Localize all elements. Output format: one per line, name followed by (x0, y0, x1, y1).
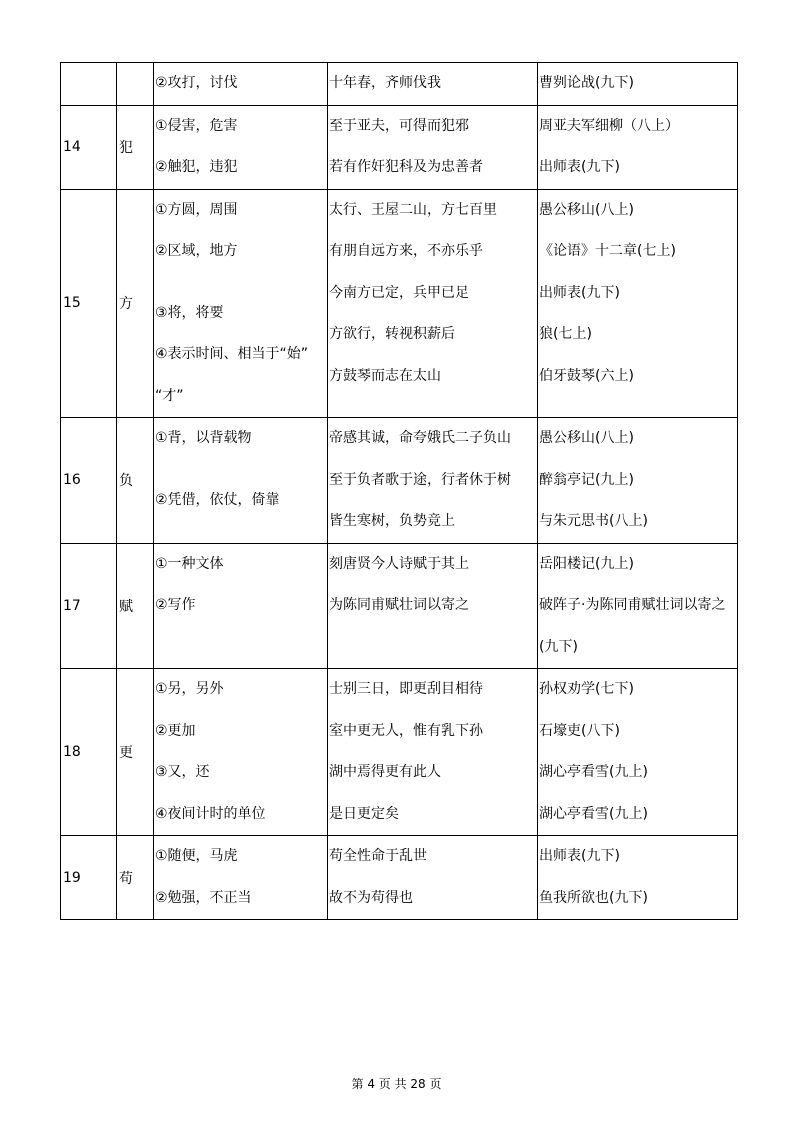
entry-character: 方 (117, 189, 154, 418)
source: 鱼我所欲也(九下) (539, 889, 648, 906)
source: 周亚夫军细柳（八上） (539, 117, 679, 134)
meaning: ①一种文体 (155, 555, 224, 572)
example: 室中更无人，惟有乳下孙 (329, 722, 483, 739)
example: 今南方已定，兵甲已足 (329, 284, 469, 301)
meaning: “才” (155, 387, 184, 404)
meaning: ②更加 (155, 722, 196, 739)
meaning: ②区域，地方 (155, 243, 238, 259)
examples-cell (328, 669, 538, 836)
example: 至于负者歌于途，行者休于树 (329, 471, 511, 488)
source: 石壕吏(八下) (539, 722, 620, 739)
entry-character (117, 63, 154, 106)
meaning: ①方圆，周围 (155, 201, 238, 218)
example: 至于亚夫，可得而犯邪 (329, 117, 469, 134)
example: 皆生寒树，负势竞上 (329, 513, 455, 529)
meanings-cell (154, 669, 328, 836)
table-row (61, 543, 738, 669)
entry-number: 18 (61, 669, 117, 836)
source: 《论语》十二章(七上) (539, 243, 676, 259)
meaning: ①随便，马虎 (155, 848, 238, 864)
table-row (61, 63, 738, 106)
examples-cell (328, 418, 538, 544)
table-row (61, 189, 738, 418)
page-footer: 第 4 页 共 28 页 (351, 1077, 442, 1091)
example: 刻唐贤今人诗赋于其上 (329, 555, 469, 572)
table-row (61, 418, 738, 544)
meanings-cell (154, 418, 328, 544)
example: 士别三日，即更刮目相待 (329, 681, 483, 697)
source: 醉翁亭记(九上) (539, 471, 634, 488)
source: 狼(七上) (539, 326, 592, 342)
table-row (61, 836, 738, 920)
meaning: ①侵害，危害 (155, 117, 238, 134)
example: 方欲行，转视积薪后 (329, 326, 455, 342)
source: 出师表(九下) (539, 159, 620, 175)
source: 出师表(九下) (539, 848, 620, 864)
entry-number: 15 (61, 189, 117, 418)
meanings-cell (154, 543, 328, 669)
examples-cell (328, 189, 538, 418)
example: 湖中焉得更有此人 (329, 764, 441, 780)
meanings-cell (154, 105, 328, 189)
sources-cell (538, 836, 738, 920)
entry-number (61, 63, 117, 106)
source: 曹刿论战(九下) (539, 75, 634, 91)
meaning: ②写作 (155, 597, 196, 613)
entry-character: 赋 (117, 543, 154, 669)
source: (九下) (539, 638, 578, 655)
sources-cell (538, 63, 738, 106)
meaning: ②攻打，讨伐 (155, 75, 238, 91)
meanings-cell (154, 63, 328, 106)
entry-number: 16 (61, 418, 117, 544)
example: 十年春，齐师伐我 (329, 75, 441, 91)
source: 愚公移山(八上) (539, 430, 634, 446)
example: 有朋自远方来，不亦乐乎 (329, 243, 483, 259)
meaning: ④夜间计时的单位 (155, 805, 266, 822)
example: 方鼓琴而志在太山 (329, 367, 441, 384)
meaning: ②勉强，不正当 (155, 889, 252, 906)
example: 苟全性命于乱世 (329, 848, 427, 864)
meaning: ②凭借，依仗，倚靠 (155, 491, 280, 508)
spacer (154, 273, 327, 293)
entry-character: 负 (117, 418, 154, 544)
entry-number: 19 (61, 836, 117, 920)
source: 伯牙鼓琴(六上) (539, 367, 634, 384)
example: 是日更定矣 (329, 805, 399, 822)
vocabulary-table (60, 62, 738, 920)
source: 湖心亭看雪(九上) (539, 764, 648, 780)
meaning: ③又，还 (155, 764, 210, 780)
meaning: ②触犯，违犯 (155, 159, 238, 175)
example: 故不为苟得也 (329, 889, 413, 906)
examples-cell (328, 105, 538, 189)
example: 太行、王屋二山，方七百里 (329, 201, 497, 218)
source: 出师表(九下) (539, 284, 620, 301)
sources-cell (538, 105, 738, 189)
table-row (61, 669, 738, 836)
entry-character: 苟 (117, 836, 154, 920)
sources-cell (538, 669, 738, 836)
examples-cell (328, 63, 538, 106)
entry-number: 17 (61, 543, 117, 669)
example: 帝感其诚，命夸娥氏二子负山 (329, 430, 511, 446)
sources-cell (538, 418, 738, 544)
meanings-cell (154, 189, 328, 418)
meaning: ①背，以背载物 (155, 430, 252, 446)
entry-character: 犯 (117, 105, 154, 189)
entry-number: 14 (61, 105, 117, 189)
examples-cell (328, 543, 538, 669)
sources-cell (538, 543, 738, 669)
source: 破阵子·为陈同甫赋壮词以寄之 (539, 597, 726, 613)
meaning: ①另，另外 (155, 681, 224, 697)
source: 与朱元思书(八上) (539, 513, 648, 529)
source: 孙权劝学(七下) (539, 681, 634, 697)
meaning: ③将，将要 (155, 304, 224, 321)
examples-cell (328, 836, 538, 920)
example: 为陈同甫赋壮词以寄之 (329, 597, 469, 613)
entry-character: 更 (117, 669, 154, 836)
meanings-cell (154, 836, 328, 920)
example: 若有作奸犯科及为忠善者 (329, 159, 483, 175)
sources-cell (538, 189, 738, 418)
table-row (61, 105, 738, 189)
source: 湖心亭看雪(九上) (539, 805, 648, 822)
source: 岳阳楼记(九上) (539, 555, 634, 572)
source: 愚公移山(八上) (539, 201, 634, 218)
meaning: ④表示时间、相当于“始” (155, 346, 309, 362)
